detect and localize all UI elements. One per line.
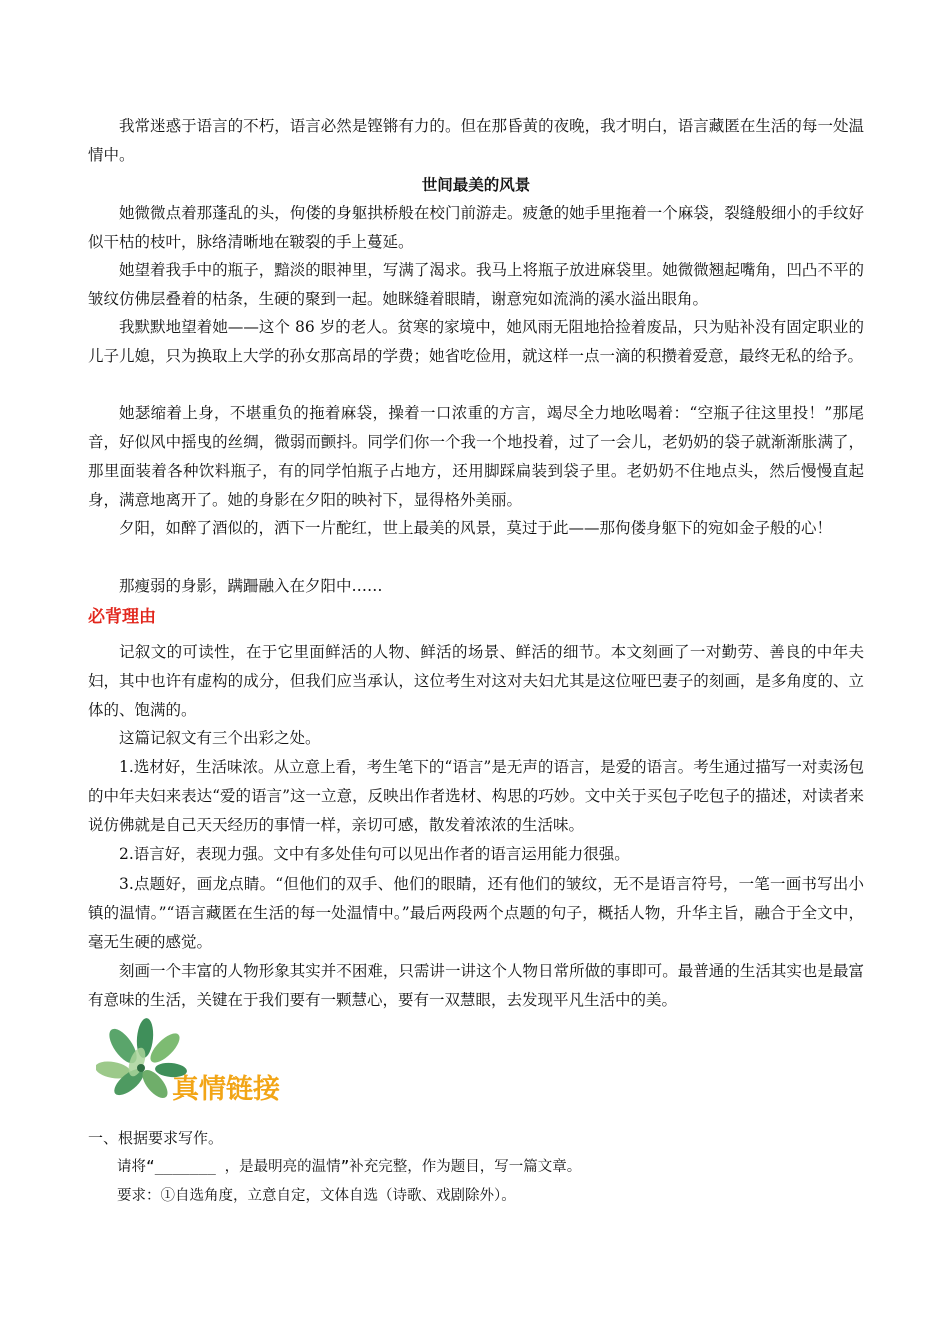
reason-paragraph-2: 这篇记叙文有三个出彩之处。 <box>119 729 321 747</box>
essay-paragraph-3: 我默默地望着她——这个 86 岁的老人。贫寒的家境中，她风雨无阻地拾捡着废品，只为贴补没有固定职业的儿子儿媳，只为换取上大学的孙女那高昂的学费；她省吃俭用，就这样一点一滴的积攒着爱意，最终无私的给予。 <box>88 318 864 365</box>
reason-paragraph-4: 2.语言好，表现力强。文中有多处佳句可以见出作者的语言运用能力很强。 <box>119 845 630 863</box>
question-heading: 一、根据要求写作。 <box>88 1129 224 1147</box>
reason-heading: 必背理由 <box>88 607 156 627</box>
question-prompt: 请将“_______ ，是最明亮的温情”补充完整，作为题目，写一篇文章。 <box>117 1159 582 1175</box>
essay-paragraph-2: 她望着我手中的瓶子，黯淡的眼神里，写满了渴求。我马上将瓶子放进麻袋里。她微微翘起嘴角，凹凸不平的皱纹仿佛层叠着的枯条，生硬的聚到一起。她眯缝着眼睛，谢意宛如流淌的溪水溢出眼角。 <box>88 261 864 308</box>
essay-paragraph-4: 她瑟缩着上身，不堪重负的拖着麻袋，操着一口浓重的方言，竭尽全力地吆喝着：“空瓶子往这里投！”那尾音，好似风中摇曳的丝绸，微弱而颤抖。同学们你一个我一个地投着，过了一会儿，老奶奶的袋子就渐渐胀满了，那里面装着各种饮料瓶子，有的同学怕瓶子占地方，还用脚踩扁装到袋子里。老奶奶不住地点头，然后慢慢直起身，满意地离开了。她的身影在夕阳的映衬下，显得格外美丽。 <box>88 404 864 509</box>
reason-paragraph-6: 刻画一个丰富的人物形象其实并不困难，只需讲一讲这个人物日常所做的事即可。最普通的生活其实也是最富有意味的生活，关键在于我们要有一颗慧心，要有一双慧眼，去发现平凡生活中的美。 <box>88 962 864 1009</box>
essay-paragraph-1: 她微微点着那蓬乱的头，佝偻的身躯拱桥般在校门前游走。疲惫的她手里拖着一个麻袋，裂缝般细小的手纹好似干枯的枝叶，脉络清晰地在皲裂的手上蔓延。 <box>88 204 864 251</box>
question-requirement: 要求：①自选角度，立意自定，文体自选（诗歌、戏剧除外）。 <box>117 1188 516 1204</box>
reason-paragraph-1: 记叙文的可读性，在于它里面鲜活的人物、鲜活的场景、鲜活的细节。本文刻画了一对勤劳、善良的中年夫妇，其中也许有虚构的成分，但我们应当承认，这位考生对这对夫妇尤其是这位哑巴妻子的刻画，是多角度的、立体的、饱满的。 <box>88 643 864 719</box>
essay-paragraph-5: 夕阳，如醉了酒似的，洒下一片酡红，世上最美的风景，莫过于此——那佝偻身躯下的宛如金子般的心！ <box>119 519 833 537</box>
section-title: 真情链接 <box>172 1074 280 1105</box>
reason-paragraph-5: 3.点题好，画龙点睛。“但他们的双手、他们的眼睛，还有他们的皱纹，无不是语言符号，一笔一画书写出小镇的温情。”“语言藏匿在生活的每一处温情中。”最后两段两个点题的句子，概括人物，升华主旨，融合于全文中，毫无生硬的感觉。 <box>88 875 864 951</box>
essay-paragraph-6: 那瘦弱的身影，蹒跚融入在夕阳中…… <box>119 577 383 595</box>
reason-paragraph-3: 1.选材好，生活味浓。从立意上看，考生笔下的“语言”是无声的语言，是爱的语言。考生通过描写一对卖汤包的中年夫妇来表达“爱的语言”这一立意，反映出作者选材、构思的巧妙。文中关于买包子吃包子的描述，对读者来说仿佛就是自己天天经历的事情一样，亲切可感，散发着浓浓的生活味。 <box>88 758 864 834</box>
essay-title: 世间最美的风景 <box>421 175 531 194</box>
intro-paragraph: 我常迷惑于语言的不朽，语言必然是铿锵有力的。但在那昏黄的夜晚，我才明白，语言藏匿在生活的每一处温情中。 <box>88 117 864 164</box>
